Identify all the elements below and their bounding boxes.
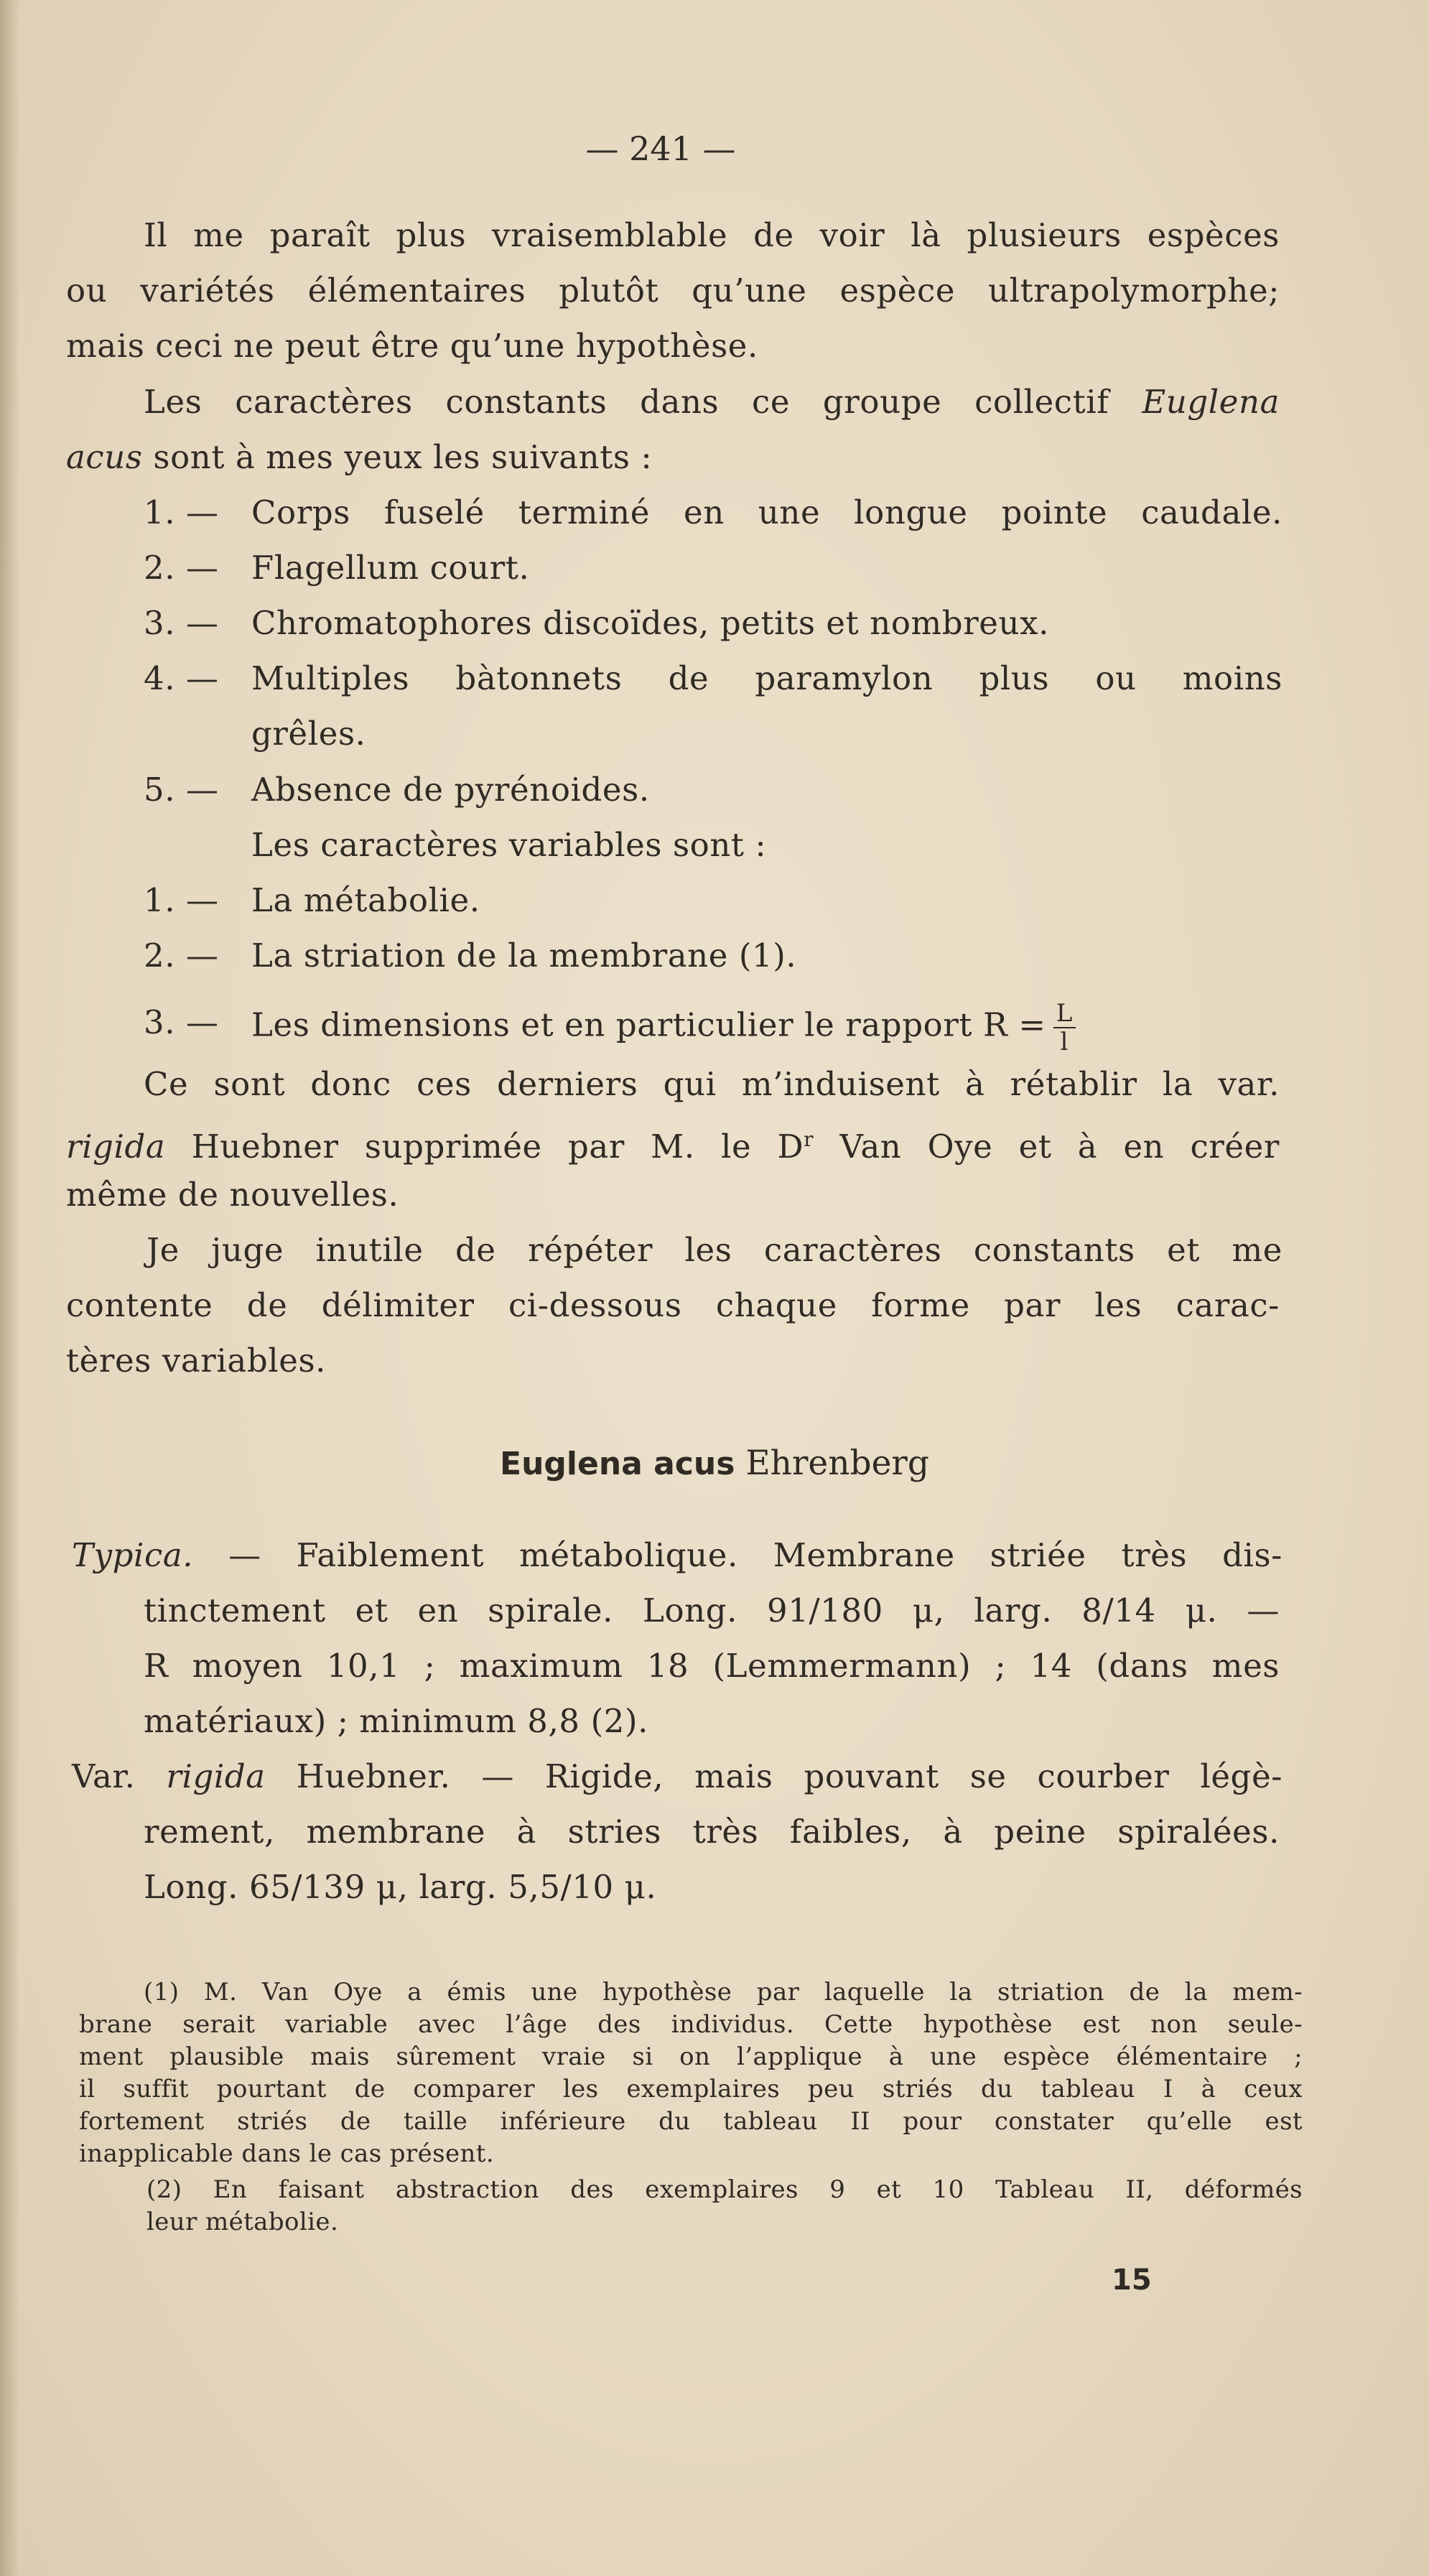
rigida-label: rigida bbox=[166, 1757, 266, 1795]
typica-line-1 bbox=[72, 1534, 1283, 1577]
ratio-text: Les dimensions et en particulier le rapport R = bbox=[251, 1005, 1046, 1044]
genus-name: Euglena bbox=[1142, 383, 1280, 421]
list-item-number: 1. — bbox=[144, 881, 219, 919]
rigida-line-2: rement, membrane à stries très faibles, à peine spiralées. bbox=[144, 1813, 1280, 1851]
list-item-text: Chromatophores discoïdes, petits et nombreux. bbox=[251, 604, 1049, 642]
fraction-numerator: L bbox=[1053, 1001, 1076, 1028]
para2-text: sont à mes yeux les suivants : bbox=[142, 438, 653, 476]
species-name: acus bbox=[66, 438, 143, 476]
typica-line-2: tinctement et en spirale. Long. 91/180 μ, larg. 8/14 μ. — bbox=[144, 1591, 1280, 1629]
typica-line-3: R moyen 10,1 ; maximum 18 (Lemmermann) ; 14 (dans mes bbox=[144, 1647, 1280, 1685]
para3-line-1: Ce sont donc ces derniers qui m’induisent à rétablir la var. bbox=[144, 1065, 1280, 1103]
list-item-text: Flagellum court. bbox=[251, 549, 530, 587]
footnote-1-line-3: ment plausible mais sûrement vraie si on l’applique à une espèce élémentaire ; bbox=[79, 2042, 1303, 2071]
list-item-text: La métabolie. bbox=[251, 881, 480, 919]
footnote-1-line-2: brane serait variable avec l’âge des individus. Cette hypothèse est non seule- bbox=[79, 2010, 1303, 2039]
list-item-number: 3. — bbox=[144, 1003, 219, 1041]
list-item-number: 4. — bbox=[144, 659, 219, 697]
list-item-text: grêles. bbox=[251, 715, 366, 753]
para3-line-2 bbox=[66, 1118, 1280, 1168]
para3-text: Huebner supprimée par M. le D bbox=[165, 1127, 804, 1166]
list-item-number: 2. — bbox=[144, 549, 219, 587]
rigida-prefix: Var. bbox=[72, 1757, 167, 1795]
typica-text: — Faiblement métabolique. Membrane striée très dis- bbox=[193, 1536, 1283, 1574]
para1-line-2: ou variétés élémentaires plutôt qu’une espèce ultrapolymorphe; bbox=[66, 271, 1280, 310]
superscript: r bbox=[804, 1127, 814, 1151]
footnote-1-line-6: inapplicable dans le cas présent. bbox=[79, 2139, 495, 2168]
footnote-1-line-1: (1) M. Van Oye a émis une hypothèse par laquelle la striation de la mem- bbox=[144, 1978, 1303, 2007]
list-item-text: Corps fuselé terminé en une longue pointe caudale. bbox=[251, 493, 1283, 531]
typica-label: Typica. bbox=[72, 1536, 194, 1574]
para2-text: Les caractères constants dans ce groupe collectif bbox=[144, 383, 1142, 421]
para2-line-2 bbox=[66, 436, 1280, 479]
rigida-text: Huebner. — Rigide, mais pouvant se courber légè- bbox=[265, 1757, 1283, 1795]
list-item-text: Absence de pyrénoides. bbox=[251, 771, 650, 809]
list-item-text bbox=[251, 1001, 1283, 1054]
para1-line-3: mais ceci ne peut être qu’une hypothèse. bbox=[66, 327, 758, 365]
section-title bbox=[0, 1443, 1429, 1483]
para2-line-1 bbox=[144, 381, 1280, 424]
para3-line-3: même de nouvelles. bbox=[66, 1176, 399, 1214]
para3-text: Van Oye et à en créer bbox=[814, 1127, 1280, 1166]
page-number: — 241 — bbox=[585, 129, 736, 168]
typica-line-4: matériaux) ; minimum 8,8 (2). bbox=[144, 1702, 649, 1740]
variables-intro: Les caractères variables sont : bbox=[251, 826, 767, 864]
signature-mark: 15 bbox=[1112, 2264, 1152, 2297]
section-title-bold: Euglena acus bbox=[500, 1446, 735, 1482]
list-item-number: 5. — bbox=[144, 771, 219, 809]
para4-line-1: Je juge inutile de répéter les caractères constants et me bbox=[146, 1231, 1283, 1269]
rigida-line-3: Long. 65/139 μ, larg. 5,5/10 μ. bbox=[144, 1868, 657, 1906]
footnote-2-line-1: (2) En faisant abstraction des exemplaires 9 et 10 Tableau II, déformés bbox=[146, 2175, 1303, 2204]
para4-line-3: tères variables. bbox=[66, 1342, 327, 1380]
footnote-2-line-2: leur métabolie. bbox=[146, 2208, 339, 2236]
fraction-denominator: l bbox=[1060, 1028, 1069, 1056]
list-item-number: 1. — bbox=[144, 493, 219, 531]
variety-name: rigida bbox=[66, 1127, 166, 1166]
footnote-1-line-4: il suffit pourtant de comparer les exemplaires peu striés du tableau I à ceux bbox=[79, 2075, 1303, 2103]
section-title-author: Ehrenberg bbox=[735, 1443, 929, 1483]
list-item-text: La striation de la membrane (1). bbox=[251, 936, 797, 975]
para1-line-1: Il me paraît plus vraisemblable de voir là plusieurs espèces bbox=[144, 216, 1280, 254]
rigida-line-1 bbox=[72, 1755, 1283, 1798]
para4-line-2: contente de délimiter ci-dessous chaque forme par les carac- bbox=[66, 1286, 1280, 1324]
footnote-1-line-5: fortement striés de taille inférieure du tableau II pour constater qu’elle est bbox=[79, 2107, 1303, 2136]
list-item-number: 3. — bbox=[144, 604, 219, 642]
list-item-text: Multiples bàtonnets de paramylon plus ou moins bbox=[251, 659, 1283, 697]
ratio-fraction bbox=[1053, 1001, 1076, 1054]
list-item-number: 2. — bbox=[144, 936, 219, 975]
